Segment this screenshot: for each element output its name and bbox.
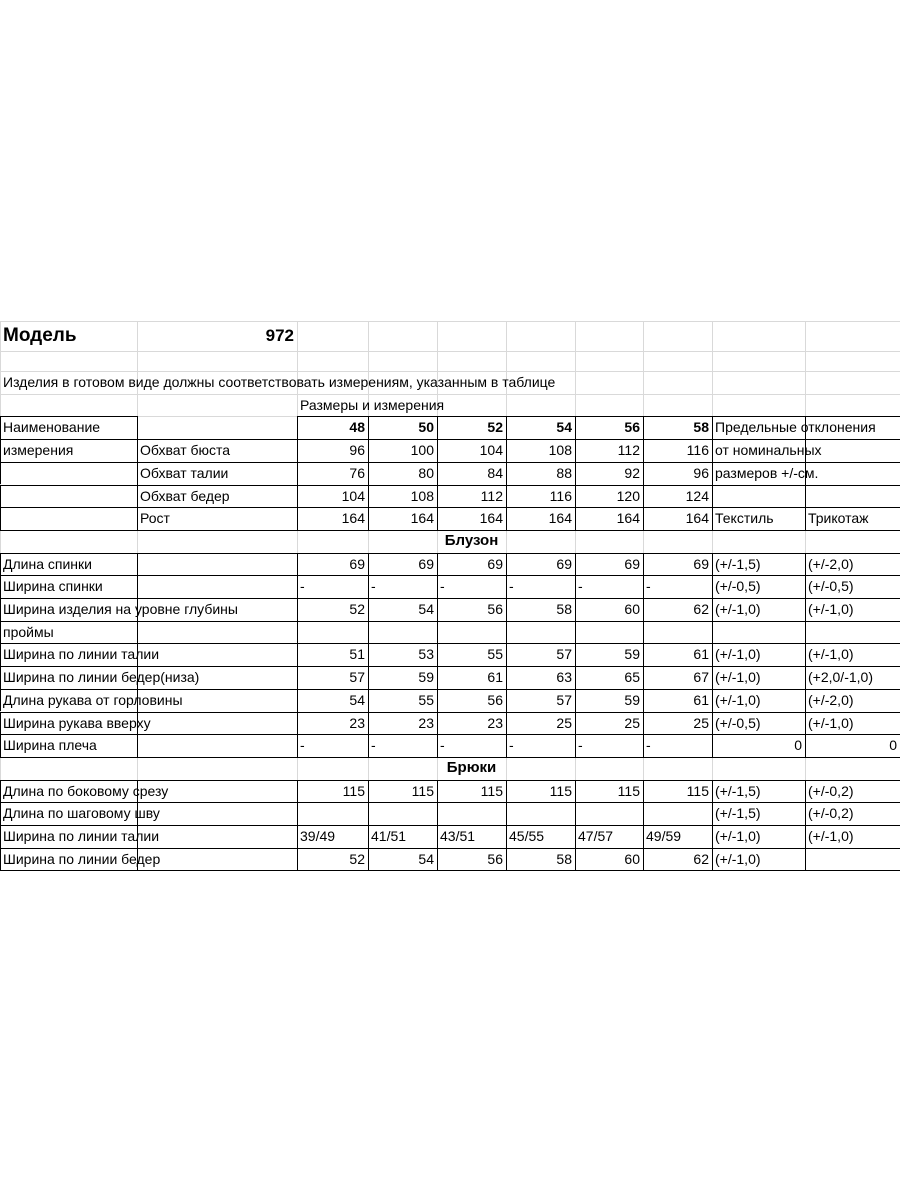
knit-tolerance[interactable]: (+/-2,0): [808, 691, 854, 708]
blouse-value[interactable]: 56: [487, 601, 503, 617]
size-58[interactable]: 58: [693, 419, 709, 436]
trousers-row-name[interactable]: Ширина по линии талии: [3, 828, 160, 844]
measure-name[interactable]: Обхват бюста: [140, 442, 231, 459]
blouse-value[interactable]: 25: [624, 714, 640, 731]
blouse-row-name[interactable]: Ширина плеча: [3, 737, 97, 754]
size-50[interactable]: 50: [418, 419, 434, 436]
measure-name[interactable]: Обхват талии: [140, 464, 229, 481]
measure-value[interactable]: 100: [410, 442, 434, 459]
blouse-value[interactable]: [506, 621, 575, 644]
blouse-value[interactable]: 67: [693, 669, 709, 686]
blouse-row-name[interactable]: Ширина рукава вверху: [3, 714, 151, 731]
knit-tolerance[interactable]: (+/-1,0): [808, 714, 854, 731]
blouse-value[interactable]: -: [300, 737, 305, 754]
trousers-value[interactable]: 43/51: [440, 828, 476, 844]
knit-tolerance[interactable]: 0: [889, 737, 897, 754]
table-border: [0, 507, 137, 508]
blouse-row-name[interactable]: Ширина изделия на уровне глубины: [3, 601, 238, 617]
blouse-value[interactable]: 23: [487, 714, 503, 731]
trousers-value[interactable]: [437, 802, 506, 825]
trousers-value[interactable]: [368, 802, 437, 825]
table-border: [712, 485, 805, 486]
tolerance-label-cont[interactable]: размеров +/-см.: [715, 464, 819, 481]
blouse-value[interactable]: [437, 621, 506, 644]
blouse-value[interactable]: 25: [693, 714, 709, 731]
knit-tolerance[interactable]: (+/-1,0): [808, 646, 854, 663]
trousers-value[interactable]: 56: [487, 850, 503, 867]
gridline-row: [0, 351, 900, 352]
blouse-value[interactable]: 63: [556, 669, 572, 686]
blouse-value[interactable]: 69: [556, 555, 572, 572]
model-label[interactable]: Модель: [3, 325, 77, 346]
measure-value[interactable]: 164: [548, 510, 572, 527]
blouse-row-name[interactable]: проймы: [3, 623, 54, 640]
tolerance-label-cont[interactable]: от номинальных: [715, 442, 822, 459]
blouse-value[interactable]: 57: [349, 669, 365, 686]
section-title-blouse[interactable]: Блузон: [444, 531, 499, 549]
measure-value[interactable]: 76: [349, 464, 365, 481]
section-title-trousers[interactable]: Брюки: [446, 758, 497, 776]
table-border: [437, 870, 506, 871]
name-label-cont[interactable]: измерения: [3, 442, 74, 459]
blouse-value[interactable]: 69: [693, 555, 709, 572]
blouse-value[interactable]: -: [578, 737, 583, 754]
trousers-value[interactable]: 45/55: [509, 828, 545, 844]
blouse-value[interactable]: -: [509, 737, 514, 754]
blouse-value[interactable]: 55: [487, 646, 503, 663]
blouse-value[interactable]: 69: [418, 555, 434, 572]
name-label[interactable]: Наименование: [3, 419, 101, 436]
textile-label[interactable]: Текстиль: [715, 510, 774, 527]
trousers-value[interactable]: 41/51: [371, 828, 407, 844]
trousers-value[interactable]: 39/49: [300, 828, 336, 844]
table-border: [0, 462, 1, 485]
blouse-value[interactable]: 69: [624, 555, 640, 572]
blouse-value[interactable]: 62: [693, 601, 709, 617]
knit-tolerance[interactable]: [805, 848, 900, 871]
blouse-value[interactable]: 51: [349, 646, 365, 663]
measure-name[interactable]: Обхват бедер: [140, 487, 230, 504]
measure-value[interactable]: 120: [616, 487, 640, 504]
textile-tolerance[interactable]: (+/-1,0): [715, 828, 761, 844]
table-border: [0, 485, 137, 486]
size-54[interactable]: 54: [556, 419, 572, 436]
blouse-value[interactable]: 52: [349, 601, 365, 617]
measure-value[interactable]: 164: [410, 510, 434, 527]
textile-tolerance[interactable]: [712, 621, 805, 644]
knit-tolerance[interactable]: (+2,0/-1,0): [808, 669, 873, 686]
blouse-value[interactable]: 25: [556, 714, 572, 731]
textile-tolerance[interactable]: (+/-1,5): [715, 555, 761, 572]
sizes-caption[interactable]: Размеры и измерения: [300, 396, 445, 413]
trousers-value[interactable]: [575, 802, 643, 825]
blouse-value[interactable]: -: [371, 737, 376, 754]
textile-tolerance[interactable]: (+/-1,0): [715, 669, 761, 686]
blouse-value[interactable]: -: [578, 578, 583, 595]
trousers-row-name[interactable]: Ширина по линии бедер: [3, 850, 161, 867]
blouse-value[interactable]: 61: [487, 669, 503, 686]
table-border: [506, 870, 575, 871]
trousers-value[interactable]: 115: [480, 782, 503, 799]
measure-value[interactable]: 104: [341, 487, 365, 504]
knit-tolerance[interactable]: (+/-1,0): [808, 601, 854, 617]
trousers-value[interactable]: 115: [617, 782, 640, 799]
knit-tolerance[interactable]: [805, 621, 900, 644]
measure-value[interactable]: 96: [693, 464, 709, 481]
table-border: [0, 870, 137, 871]
blouse-row-name[interactable]: Ширина спинки: [3, 578, 103, 595]
table-border: [643, 870, 712, 871]
measure-value[interactable]: 80: [418, 464, 434, 481]
model-number[interactable]: 972: [265, 326, 294, 345]
table-border: [0, 462, 137, 463]
blouse-value[interactable]: 69: [487, 555, 503, 572]
trousers-value[interactable]: 49/59: [646, 828, 682, 844]
measure-value[interactable]: 164: [616, 510, 640, 527]
trousers-value[interactable]: 60: [624, 850, 640, 867]
size-56[interactable]: 56: [624, 419, 640, 436]
blouse-value[interactable]: 53: [418, 646, 434, 663]
table-border: [0, 507, 1, 530]
measure-value[interactable]: 108: [548, 442, 572, 459]
blouse-value[interactable]: 61: [693, 691, 709, 708]
textile-tolerance[interactable]: (+/-1,5): [715, 782, 761, 799]
textile-tolerance[interactable]: 0: [794, 737, 802, 754]
table-border: [712, 485, 713, 508]
blouse-value[interactable]: 58: [556, 601, 572, 617]
knit-tolerance[interactable]: (+/-1,0): [808, 828, 854, 844]
table-border: [368, 870, 437, 871]
trousers-value[interactable]: 115: [549, 782, 572, 799]
table-border: [805, 485, 806, 508]
size-48[interactable]: 48: [349, 419, 365, 436]
trousers-value[interactable]: 47/57: [578, 828, 614, 844]
blouse-value[interactable]: 59: [418, 669, 434, 686]
table-border: [137, 870, 297, 871]
blouse-value[interactable]: 55: [418, 691, 434, 708]
measure-value[interactable]: 116: [686, 442, 709, 459]
table-border: [0, 485, 1, 508]
blouse-value[interactable]: 23: [349, 714, 365, 731]
trousers-value[interactable]: [506, 802, 575, 825]
measure-value[interactable]: 164: [685, 510, 709, 527]
blouse-value[interactable]: 69: [349, 555, 365, 572]
knit-tolerance[interactable]: (+/-0,2): [808, 805, 854, 822]
blouse-value[interactable]: -: [371, 578, 376, 595]
blouse-value[interactable]: [368, 621, 437, 644]
size-52[interactable]: 52: [487, 419, 503, 436]
blouse-value[interactable]: 57: [556, 646, 572, 663]
measure-value[interactable]: 92: [624, 464, 640, 481]
measure-value[interactable]: 104: [479, 442, 503, 459]
trousers-row-name[interactable]: Длина по шаговому шву: [3, 805, 160, 822]
knit-label[interactable]: Трикотаж: [808, 510, 869, 527]
measure-value[interactable]: 84: [487, 464, 503, 481]
blouse-row-name[interactable]: Длина рукава от горловины: [3, 691, 183, 708]
trousers-value[interactable]: [643, 802, 712, 825]
knit-tolerance[interactable]: (+/-0,5): [808, 578, 854, 595]
trousers-value[interactable]: 58: [556, 850, 572, 867]
measure-value[interactable]: 112: [480, 487, 503, 504]
blouse-value[interactable]: [643, 621, 712, 644]
trousers-value[interactable]: 52: [349, 850, 365, 867]
table-note[interactable]: Изделия в готовом виде должны соответствовать измерениям, указанным в таблице: [3, 374, 556, 390]
measure-value[interactable]: 124: [685, 487, 709, 504]
blouse-value[interactable]: 56: [487, 691, 503, 708]
measure-value[interactable]: 96: [349, 442, 365, 459]
trousers-value[interactable]: 62: [693, 850, 709, 867]
textile-tolerance[interactable]: (+/-1,0): [715, 646, 761, 663]
blouse-value[interactable]: -: [440, 737, 445, 754]
measure-value[interactable]: 164: [479, 510, 503, 527]
measure-value[interactable]: 88: [556, 464, 572, 481]
textile-tolerance[interactable]: (+/-1,0): [715, 691, 761, 708]
blouse-value[interactable]: [575, 621, 643, 644]
trousers-value[interactable]: 54: [418, 850, 434, 867]
textile-tolerance[interactable]: (+/-0,5): [715, 578, 761, 595]
blouse-row-name[interactable]: Ширина по линии талии: [3, 646, 160, 663]
measure-name[interactable]: Рост: [140, 510, 170, 527]
textile-tolerance[interactable]: (+/-1,0): [715, 601, 761, 617]
blouse-value[interactable]: -: [646, 737, 651, 754]
blouse-value[interactable]: -: [440, 578, 445, 595]
table-border: [297, 870, 368, 871]
table-border: [137, 416, 138, 440]
measure-value[interactable]: 164: [341, 510, 365, 527]
textile-tolerance[interactable]: (+/-1,5): [715, 805, 761, 822]
blouse-value[interactable]: -: [646, 578, 651, 595]
blouse-value[interactable]: 60: [624, 601, 640, 617]
blouse-value[interactable]: 59: [624, 646, 640, 663]
blouse-row-name[interactable]: Ширина по линии бедер(низа): [3, 669, 200, 686]
blouse-value[interactable]: 57: [556, 691, 572, 708]
knit-tolerance[interactable]: (+/-2,0): [808, 555, 854, 572]
tolerance-label[interactable]: Предельные отклонения: [715, 419, 876, 436]
blouse-value[interactable]: 54: [418, 601, 434, 617]
blouse-value[interactable]: 59: [624, 691, 640, 708]
blouse-value[interactable]: 61: [693, 646, 709, 663]
table-border: [712, 870, 805, 871]
blouse-row-name[interactable]: Длина спинки: [3, 555, 92, 572]
measure-value[interactable]: 112: [617, 442, 640, 459]
measure-value[interactable]: 108: [410, 487, 434, 504]
trousers-row-name[interactable]: Длина по боковому срезу: [3, 782, 169, 799]
blouse-value[interactable]: [297, 621, 368, 644]
table-border: [805, 485, 900, 486]
table-border: [575, 870, 643, 871]
textile-tolerance[interactable]: (+/-1,0): [715, 850, 761, 867]
table-border: [805, 870, 900, 871]
trousers-value[interactable]: 115: [342, 782, 365, 799]
blouse-value[interactable]: 54: [349, 691, 365, 708]
knit-tolerance[interactable]: (+/-0,2): [808, 782, 854, 799]
blouse-value[interactable]: 23: [418, 714, 434, 731]
textile-tolerance[interactable]: (+/-0,5): [715, 714, 761, 731]
blouse-value[interactable]: 65: [624, 669, 640, 686]
measure-value[interactable]: 116: [549, 487, 572, 504]
trousers-value[interactable]: 115: [411, 782, 434, 799]
trousers-value[interactable]: [297, 802, 368, 825]
blouse-value[interactable]: -: [300, 578, 305, 595]
blouse-value[interactable]: -: [509, 578, 514, 595]
trousers-value[interactable]: 115: [686, 782, 709, 799]
